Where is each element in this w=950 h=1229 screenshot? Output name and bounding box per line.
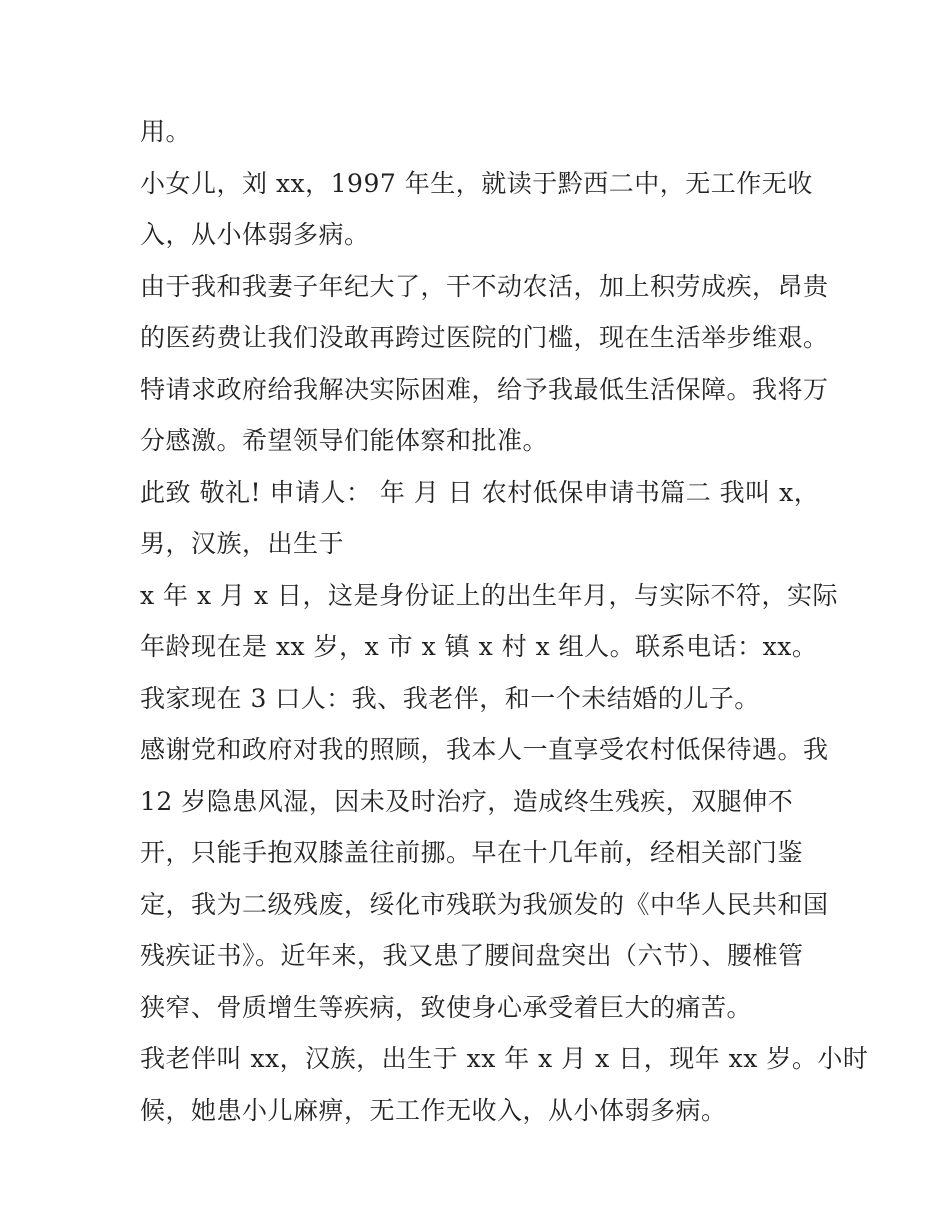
text-line: 用。 (140, 117, 192, 146)
text-line: 狭窄、骨质增生等疾病，致使身心承受着巨大的痛苦。 (140, 992, 753, 1022)
text-line: 年龄现在是 xx 岁，x 市 x 镇 x 村 x 组人。联系电话：xx。 (140, 632, 818, 661)
text-line: 候，她患小儿麻痹，无工作无收入，从小体弱多病。 (140, 1095, 727, 1125)
text-line: 我家现在 3 口人：我、我老伴，和一个未结婚的儿子。 (140, 683, 760, 713)
text-line: 入，从小体弱多病。 (140, 220, 370, 249)
text-line: 12 岁隐患风湿，因未及时治疗，造成终生残疾，双腿伸不 (140, 786, 794, 816)
text-line: 残疾证书》。近年来，我又患了腰间盘突出（六节）、腰椎管 (140, 941, 804, 970)
text-line: 定，我为二级残废，绥化市残联为我颁发的《中华人民共和国 (140, 889, 829, 919)
text-line: 分感激。希望领导们能体察和批准。 (140, 426, 549, 455)
text-line: 男，汉族，出生于 (140, 529, 345, 558)
text-line: 开，只能手抱双膝盖往前挪。早在十几年前，经相关部门鉴 (140, 838, 804, 867)
text-line: 小女儿，刘 xx，1997 年生，就读于黔西二中，无工作无收 (140, 168, 813, 198)
text-line: 的医药费让我们没敢再跨过医院的门槛，现在生活举步维艰。 (140, 323, 829, 352)
text-line: 我老伴叫 xx，汉族，出生于 xx 年 x 月 x 日，现年 xx 岁。小时 (140, 1044, 869, 1073)
text-line: 感谢党和政府对我的照顾，我本人一直享受农村低保待遇。我 (140, 735, 829, 764)
text-line: 此致 敬礼! 申请人： 年 月 日 农村低保申请书篇二 我叫 x， (140, 477, 820, 507)
text-line: 由于我和我妻子年纪大了，干不动农活，加上积劳成疾，昂贵 (140, 271, 829, 301)
text-line: 特请求政府给我解决实际困难，给予我最低生活保障。我将万 (140, 374, 829, 404)
document-body (140, 106, 869, 1136)
text-line: x 年 x 月 x 日，这是身份证上的出生年月，与实际不符，实际 (140, 580, 839, 610)
